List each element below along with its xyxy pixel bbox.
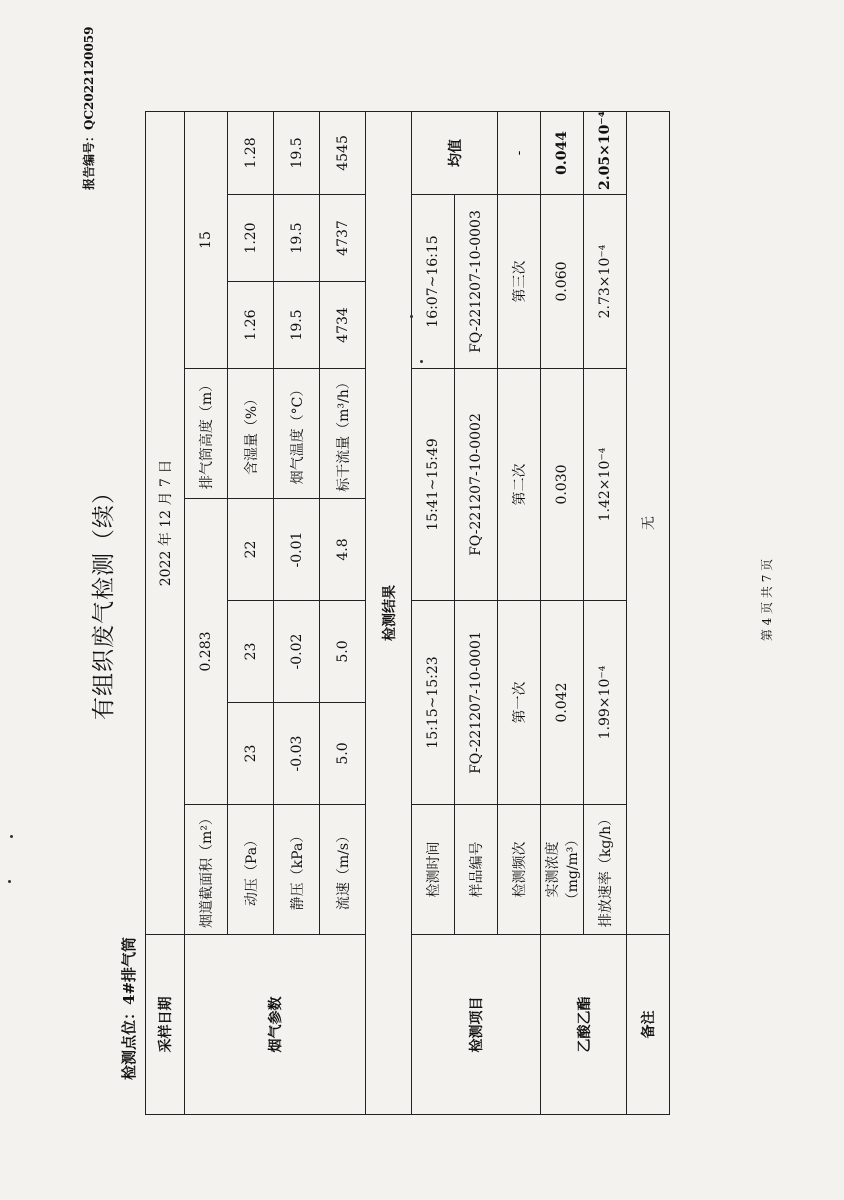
emission-rate-label: 排放速率（kg/h） <box>584 805 627 935</box>
substance-label: 乙酸乙酯 <box>541 935 627 1115</box>
table-cell: 1.99×10⁻⁴ <box>584 601 627 805</box>
report-number: 报告编号：QC2022120059 <box>82 26 96 190</box>
table-cell: -0.03 <box>274 703 320 805</box>
table-cell: 2.73×10⁻⁴ <box>584 195 627 369</box>
table-cell: FQ-221207-10-0003 <box>455 195 498 369</box>
concentration-label: 实测浓度（mg/m³） <box>541 805 584 935</box>
table-row <box>146 111 185 1114</box>
flue-area-label: 烟道截面积（m²） <box>185 805 228 935</box>
table-cell: 第一次 <box>498 601 541 805</box>
table-cell: 0.042 <box>541 601 584 805</box>
table-cell: 19.5 <box>274 282 320 369</box>
sample-id-label: 样品编号 <box>455 805 498 935</box>
table-cell: 第二次 <box>498 369 541 601</box>
table-cell: 22 <box>228 499 274 601</box>
table-cell: 1.42×10⁻⁴ <box>584 369 627 601</box>
static-pressure-label: 静压（kPa） <box>274 805 320 935</box>
flow-velocity-label: 流速（m/s） <box>320 805 366 935</box>
table-row <box>412 111 455 1114</box>
table-cell: 1.20 <box>228 195 274 282</box>
results-header: 检测结果 <box>366 111 412 1114</box>
table-cell: 15:41~15:49 <box>412 369 455 601</box>
table-cell: 19.5 <box>274 111 320 194</box>
table-cell: 5.0 <box>320 601 366 703</box>
table-cell: -0.01 <box>274 499 320 601</box>
notes-label: 备注 <box>627 935 670 1115</box>
flue-area-value: 0.283 <box>185 499 228 805</box>
table-cell: 1.28 <box>228 111 274 194</box>
average-label: 均值 <box>412 111 498 194</box>
stack-height-value: 15 <box>185 111 228 368</box>
dynamic-pressure-label: 动压（Pa） <box>228 805 274 935</box>
table-cell: 4737 <box>320 195 366 282</box>
scan-speck <box>420 360 423 363</box>
table-cell: 0.030 <box>541 369 584 601</box>
flue-temp-label: 烟气温度（°C） <box>274 369 320 499</box>
table-cell: FQ-221207-10-0002 <box>455 369 498 601</box>
table-row <box>185 111 228 1114</box>
table-cell: 23 <box>228 703 274 805</box>
notes-value: 无 <box>627 111 670 934</box>
scan-speck <box>8 880 11 883</box>
monitoring-location: 检测点位：4#排气筒 <box>120 936 138 1080</box>
table-cell: 4.8 <box>320 499 366 601</box>
table-cell: 4734 <box>320 282 366 369</box>
table-cell: 0.060 <box>541 195 584 369</box>
table-row <box>366 111 412 1114</box>
concentration-average: 0.044 <box>541 111 584 194</box>
table-cell: 16:07~16:15 <box>412 195 455 369</box>
test-time-label: 检测时间 <box>412 805 455 935</box>
page-title: 有组织废气检测（续） <box>91 480 117 720</box>
emission-rate-average: 2.05×10⁻⁴ <box>584 111 627 194</box>
table-cell: FQ-221207-10-0001 <box>455 601 498 805</box>
table-cell: 第三次 <box>498 195 541 369</box>
sampling-date-value: 2022 年 12 月 7 日 <box>146 111 185 934</box>
table-row <box>627 111 670 1114</box>
exhaust-test-table <box>145 111 670 1115</box>
table-cell: 1.26 <box>228 282 274 369</box>
stack-height-label: 排气筒高度（m） <box>185 369 228 499</box>
dry-flow-label: 标干流量（m³/h） <box>320 369 366 499</box>
table-cell: 5.0 <box>320 703 366 805</box>
test-item-label: 检测项目 <box>412 935 541 1115</box>
scan-speck <box>410 315 413 318</box>
table-row <box>541 111 584 1114</box>
test-frequency-label: 检测频次 <box>498 805 541 935</box>
flue-params-label: 烟气参数 <box>185 935 366 1115</box>
table-cell: -0.02 <box>274 601 320 703</box>
page-footer: 第 4 页 共 7 页 <box>760 558 774 642</box>
sampling-date-label: 采样日期 <box>146 935 185 1115</box>
table-cell: 15:15~15:23 <box>412 601 455 805</box>
moisture-label: 含湿量（%） <box>228 369 274 499</box>
table-cell: 19.5 <box>274 195 320 282</box>
table-cell: 4545 <box>320 111 366 194</box>
table-cell: 23 <box>228 601 274 703</box>
scan-speck <box>10 835 13 838</box>
table-cell: - <box>498 111 541 194</box>
